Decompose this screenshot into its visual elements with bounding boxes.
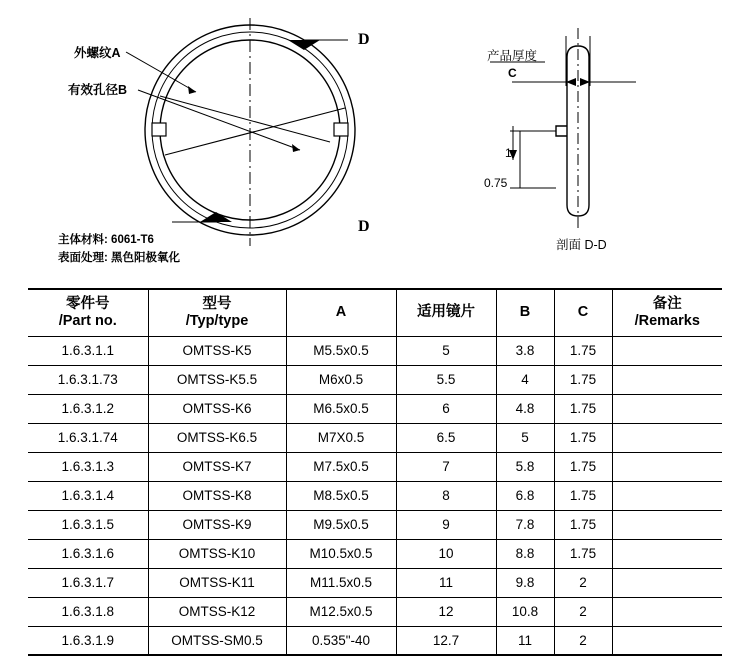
table-row <box>28 481 722 510</box>
cell-c: 1.75 <box>554 336 612 365</box>
section-label-d-top: D <box>358 31 370 48</box>
column-header-remarks-en: /Remarks <box>634 312 700 329</box>
cell-c: 2 <box>554 568 612 597</box>
cell-c: 1.75 <box>554 394 612 423</box>
cell-remarks <box>612 423 722 452</box>
cell-a: M7.5x0.5 <box>286 452 396 481</box>
cell-remarks <box>612 394 722 423</box>
cell-a: M9.5x0.5 <box>286 510 396 539</box>
table-row <box>28 423 722 452</box>
specification-table-wrap <box>28 288 722 656</box>
table-row <box>28 597 722 626</box>
column-header-part-no-cn: 零件号 <box>66 296 110 313</box>
column-header-type-cn: 型号 <box>202 296 232 313</box>
cell-b: 7.8 <box>496 510 554 539</box>
cell-lens: 12 <box>396 597 496 626</box>
section-line-dd <box>165 108 345 155</box>
cell-remarks <box>612 510 722 539</box>
cell-type: OMTSS-K12 <box>148 597 286 626</box>
leader-arrowhead-aperture <box>292 144 300 152</box>
cell-part-no: 1.6.3.1.1 <box>28 336 148 365</box>
cell-b: 11 <box>496 626 554 655</box>
cell-type: OMTSS-K8 <box>148 481 286 510</box>
cell-type: OMTSS-K5 <box>148 336 286 365</box>
table-head <box>28 289 722 336</box>
material-finish-label: 表面处理: <box>58 252 108 264</box>
cell-lens: 9 <box>396 510 496 539</box>
cell-a: 0.535"-40 <box>286 626 396 655</box>
leader-outer-thread <box>126 52 196 92</box>
ring-slot-left <box>152 123 166 136</box>
cell-b: 5 <box>496 423 554 452</box>
cell-a: M6x0.5 <box>286 365 396 394</box>
cell-b: 8.8 <box>496 539 554 568</box>
cell-type: OMTSS-K9 <box>148 510 286 539</box>
cell-remarks <box>612 539 722 568</box>
cell-lens: 10 <box>396 539 496 568</box>
cell-lens: 12.7 <box>396 626 496 655</box>
dimension-075-label: 0.75 <box>484 176 508 190</box>
cell-c: 1.75 <box>554 423 612 452</box>
cell-type: OMTSS-SM0.5 <box>148 626 286 655</box>
section-view-caption: 剖面 D-D <box>556 238 607 252</box>
column-header-c <box>554 289 612 336</box>
table-row <box>28 568 722 597</box>
table-body <box>28 336 722 655</box>
cell-b: 9.8 <box>496 568 554 597</box>
column-header-c-label: C <box>577 304 589 321</box>
table-row <box>28 539 722 568</box>
dimension-c-label: C <box>508 66 517 80</box>
cell-part-no: 1.6.3.1.7 <box>28 568 148 597</box>
column-header-b <box>496 289 554 336</box>
cell-type: OMTSS-K5.5 <box>148 365 286 394</box>
annotation-product-thickness: 产品厚度 <box>487 49 538 63</box>
column-header-type-en: /Typ/type <box>185 312 249 329</box>
cell-type: OMTSS-K6.5 <box>148 423 286 452</box>
cell-c: 1.75 <box>554 365 612 394</box>
table-row <box>28 626 722 655</box>
cell-part-no: 1.6.3.1.73 <box>28 365 148 394</box>
cell-a: M11.5x0.5 <box>286 568 396 597</box>
cell-c: 1.75 <box>554 481 612 510</box>
cell-lens: 7 <box>396 452 496 481</box>
table-row <box>28 336 722 365</box>
cell-part-no: 1.6.3.1.9 <box>28 626 148 655</box>
column-header-part-no <box>28 289 148 336</box>
cell-b: 10.8 <box>496 597 554 626</box>
specification-table <box>28 288 722 656</box>
cell-part-no: 1.6.3.1.5 <box>28 510 148 539</box>
column-header-a <box>286 289 396 336</box>
cell-type: OMTSS-K10 <box>148 539 286 568</box>
cell-c: 1.75 <box>554 452 612 481</box>
cell-part-no: 1.6.3.1.3 <box>28 452 148 481</box>
column-header-part-no-en: /Part no. <box>58 312 117 329</box>
column-header-type <box>148 289 286 336</box>
cell-a: M12.5x0.5 <box>286 597 396 626</box>
cell-b: 4.8 <box>496 394 554 423</box>
column-header-lens-label: 适用镜片 <box>417 304 475 321</box>
cell-c: 1.75 <box>554 510 612 539</box>
material-body-label: 主体材料: <box>58 234 108 246</box>
cell-remarks <box>612 365 722 394</box>
cell-part-no: 1.6.3.1.74 <box>28 423 148 452</box>
cell-lens: 5.5 <box>396 365 496 394</box>
cell-remarks <box>612 568 722 597</box>
material-body-value: 6061-T6 <box>111 234 154 246</box>
material-finish-value: 黑色阳极氧化 <box>111 252 181 264</box>
cell-c: 2 <box>554 597 612 626</box>
column-header-lens <box>396 289 496 336</box>
cell-lens: 5 <box>396 336 496 365</box>
cell-lens: 8 <box>396 481 496 510</box>
annotation-effective-aperture: 有效孔径B <box>68 83 128 97</box>
leader-arrowhead-thread <box>188 86 196 94</box>
column-header-remarks <box>612 289 722 336</box>
column-header-remarks-cn: 备注 <box>652 296 682 313</box>
cell-remarks <box>612 626 722 655</box>
cell-remarks <box>612 452 722 481</box>
cell-type: OMTSS-K7 <box>148 452 286 481</box>
section-label-d-bottom: D <box>358 218 370 235</box>
cell-a: M5.5x0.5 <box>286 336 396 365</box>
table-row <box>28 365 722 394</box>
cell-part-no: 1.6.3.1.6 <box>28 539 148 568</box>
cell-a: M6.5x0.5 <box>286 394 396 423</box>
column-header-a-label: A <box>335 304 347 321</box>
table-row <box>28 510 722 539</box>
cell-lens: 6 <box>396 394 496 423</box>
dimension-1-label: 1 <box>505 146 512 160</box>
cell-part-no: 1.6.3.1.4 <box>28 481 148 510</box>
cell-b: 3.8 <box>496 336 554 365</box>
cell-b: 6.8 <box>496 481 554 510</box>
section-notch <box>556 126 567 136</box>
cell-type: OMTSS-K11 <box>148 568 286 597</box>
cell-part-no: 1.6.3.1.2 <box>28 394 148 423</box>
cell-type: OMTSS-K6 <box>148 394 286 423</box>
cell-c: 1.75 <box>554 539 612 568</box>
column-header-b-label: B <box>519 304 531 321</box>
cell-a: M10.5x0.5 <box>286 539 396 568</box>
cell-b: 5.8 <box>496 452 554 481</box>
annotation-outer-thread: 外螺纹A <box>74 46 121 60</box>
cell-a: M7X0.5 <box>286 423 396 452</box>
cell-lens: 11 <box>396 568 496 597</box>
technical-drawing <box>0 0 750 285</box>
table-row <box>28 394 722 423</box>
table-header-row <box>28 289 722 336</box>
material-finish-line <box>58 249 180 265</box>
cell-part-no: 1.6.3.1.8 <box>28 597 148 626</box>
cell-remarks <box>612 597 722 626</box>
cell-lens: 6.5 <box>396 423 496 452</box>
cell-remarks <box>612 481 722 510</box>
cell-a: M8.5x0.5 <box>286 481 396 510</box>
cell-c: 2 <box>554 626 612 655</box>
ring-slot-right <box>334 123 348 136</box>
cell-b: 4 <box>496 365 554 394</box>
table-row <box>28 452 722 481</box>
material-body-line <box>58 231 154 247</box>
cell-remarks <box>612 336 722 365</box>
